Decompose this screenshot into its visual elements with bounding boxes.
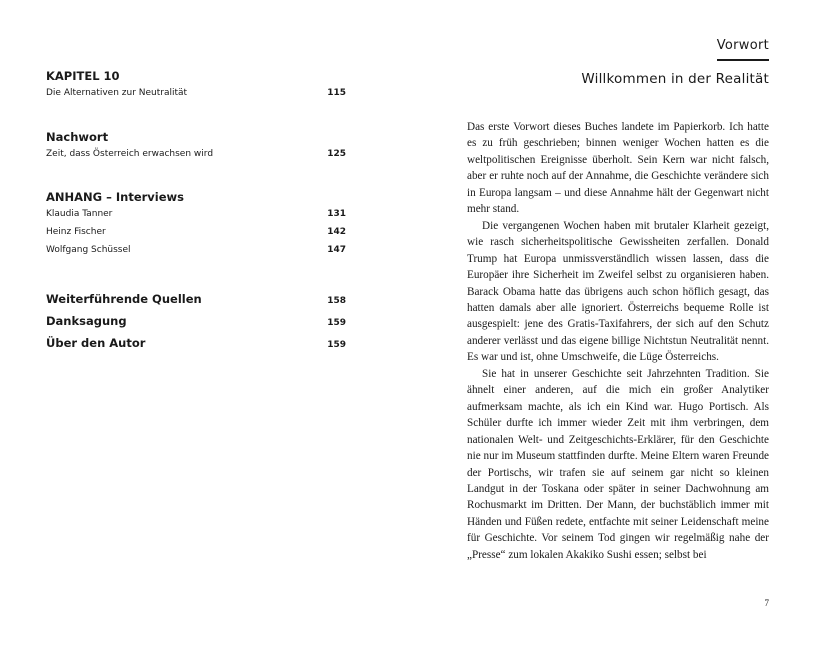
toc-entry-page: 159 (327, 340, 346, 350)
toc-heading: ANHANG – Interviews (46, 190, 185, 204)
toc-heading: Nachwort (46, 130, 109, 144)
toc-entry[interactable] (46, 84, 346, 102)
toc-entry[interactable] (46, 205, 346, 223)
toc-entry-title: Wolfgang Schüssel (46, 245, 131, 255)
toc-entry-title: Zeit, dass Österreich erwachsen wird (46, 149, 214, 159)
toc-entry-title: Über den Autor (46, 336, 146, 350)
table-of-contents (46, 68, 346, 355)
running-head: Vorwort (717, 38, 769, 61)
toc-entry-page: 147 (327, 245, 346, 255)
toc-entry-page: 115 (327, 88, 346, 98)
page-number: 7 (764, 598, 769, 608)
page-header (581, 34, 769, 87)
toc-entry-title: Danksagung (46, 314, 127, 328)
toc-section-back-matter (46, 289, 346, 355)
chapter-title: Willkommen in der Realität (581, 71, 769, 87)
toc-entry[interactable] (46, 289, 346, 311)
toc-entry-page: 142 (327, 227, 346, 237)
toc-entry-page: 159 (327, 318, 346, 328)
toc-entry[interactable] (46, 145, 346, 163)
toc-entry-page: 131 (327, 209, 346, 219)
toc-section-nachwort (46, 129, 346, 163)
toc-entry-page: 125 (327, 149, 346, 159)
paragraph: Die vergangenen Wochen haben mit brutaler Klarheit gezeigt, wie rasch sicherheitspolitische Gewissheiten zerfallen. Donald Trump hat Europa unmissverständlich wissen lassen, dass die Europäer ihre Sicherheit im Zweifel selbst zu organisieren haben. Barack Obama hatte das übrigens auch schon höflich gesagt, das hatten damals aber alle ignoriert. Österreichs bequeme Rolle ist ausgespielt: jene des Gratis-Taxifahrers, der sich auf den Schutz anderer verlässt und das eigene billige Nichtstun Neutralität nennt. Es war und ist, ohne Umschweife, die Lüge Österreichs. (467, 219, 769, 364)
toc-entry[interactable] (46, 241, 346, 259)
toc-entry[interactable] (46, 333, 346, 355)
toc-entry-title: Weiterführende Quellen (46, 292, 202, 306)
paragraph: Sie hat in unserer Geschichte seit Jahrzehnten Tradition. Sie ähnelt einer anderen, auf die mich ein großer Analytiker aufmerksam machte, als ich ein Kind war. Hugo Portisch. Als Schüler durfte ich immer wieder Zeit mit ihm verbringen, dem nationalen Welt- und Zeitgeschichts-Erklärer, für den Geschichte nie nur im Museum stattfinden durfte. Meine Eltern waren Freunde der Portischs, wir trafen sie auf seinem gar nicht so kleinen Landgut in der Toskana oder später in seiner Dachwohnung am Rochusmarkt im Dritten. Der Mann, der buchstäblich immer mit Händen und Füßen redete, entfachte mit seiner Leidenschaft meine für Geschichte. Vor seinem Tod gingen wir regelmäßig nahe der „Presse“ zum lokalen Akakiko Sushi essen; selbst bei (467, 367, 769, 561)
toc-entry[interactable] (46, 311, 346, 333)
toc-entry-page: 158 (327, 296, 346, 306)
paragraph: Das erste Vorwort dieses Buches landete im Papierkorb. Ich hatte es zu früh geschrieben; binnen weniger Wochen hatten es die weltpolitischen Ereignisse überholt. Sein Kern war nicht falsch, aber er ruhte noch auf der Annahme, die Geschichte verändere sich in Europa langsam – und diese Annahme hält der Gegenwart nicht mehr stand. (467, 121, 769, 216)
toc-entry-title: Heinz Fischer (46, 227, 106, 237)
toc-entry-title: Die Alternativen zur Neutralität (46, 88, 188, 98)
toc-heading: KAPITEL 10 (46, 69, 120, 83)
toc-entry[interactable] (46, 223, 346, 241)
toc-entry-title: Klaudia Tanner (46, 209, 113, 219)
body-text (467, 119, 769, 563)
toc-section-anhang (46, 189, 346, 259)
toc-section-kapitel-10 (46, 68, 346, 102)
